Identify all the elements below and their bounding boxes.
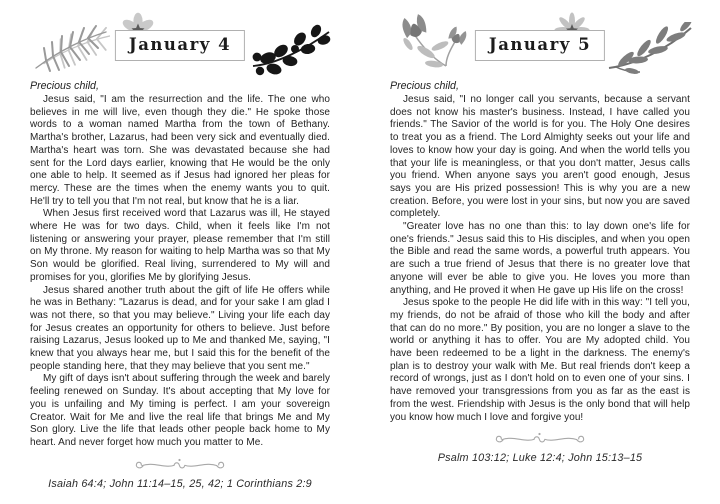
date-box [115, 30, 245, 61]
divider-flourish-icon [390, 431, 690, 447]
date-title: January 5 [488, 35, 592, 54]
paragraph: When Jesus first received word that Lazarus was ill, He stayed where He was for two days. Child, when it feels like I'm not listening or answering your prayer, please remember that I'm still on My throne. My reason for waiting to help Martha was so that My Son would be glorified. Real living, surrendered to My will and promises for you, glorifies Me by glorifying Jesus. [30, 208, 330, 283]
date-header [418, 12, 662, 74]
fern-leaf-icon [32, 24, 110, 74]
salutation: Precious child, [390, 80, 459, 92]
paragraph: Jesus spoke to the people He did life with in this way: "I tell you, my friends, do not be afraid of those who kill the body and after that can do no more." By position, you are no longer a slave to the world or anything it has to offer. You are My adopted child. You have been redeemed to be a light in the darkness. The enemy's plan is to destroy your walk with Me. But real friends don't keep a record of wrongs, just as I don't hold on to even one of your sins. I have removed your transgressions from you as far as the east is from the west. Friendship with Jesus is the only bond that will help you know how much I love and forgive you! [390, 297, 690, 423]
devotional-text [390, 94, 690, 424]
date-header [58, 12, 302, 74]
paragraph: My gift of days isn't about suffering through the week and barely feeling renewed on Sunday. It's about accepting that My love for you is unfailing and My timing is perfect. I am your sovereign Creator. Wait for Me and live the real life that brings Me and My Son glory. Live the life that leads other people back home to My heart. And never forget how much you matter to Me. [30, 373, 330, 448]
paragraph: Jesus said, "I no longer call you servants, because a servant does not know his master's business. Instead, I have called you friends." The Savior of the world is for you. The Holy One desires to treat you as a friend. The Lord Almighty seeks out your life and loves to know how your day is going. And when the world tells you that your life is meaningless, or that you don't matter, Jesus calls you friend. When anyone says you aren't good enough, Jesus says you are His prized possession! This is why you are a new creation. Before, you were lost in your sins, but now you are saved completely. [390, 94, 690, 220]
berry-branch-icon [250, 24, 332, 76]
date-box [475, 30, 605, 61]
devotional-text [30, 94, 330, 450]
salutation: Precious child, [30, 80, 99, 92]
page-january-5 [360, 0, 720, 504]
tulip-flowers-icon [396, 14, 474, 72]
paragraph: Jesus said, "I am the resurrection and the life. The one who believes in me will live, even though they die." He spoke those words to a woman named Martha from the town of Bethany. Martha's brother, Lazarus, had been very sick and eventually died. Martha's heart was torn. She was devastated because she had sent for the Lord days earlier, knowing that He would be the only one able to help. It seemed as if Jesus had ignored her pleas for mercy. These are the times when the enemy wants you to quit. He'll try to tell you that I'm not real, but know that he is a liar. [30, 94, 330, 207]
paragraph: Jesus shared another truth about the gift of life He offers while he was in Bethany: "Lazarus is dead, and for your sake I am glad I was not there, so that you may believe." Living your life each day for Jesus creates an opportunity for others to believe. Just before raising Lazarus, Jesus looked up to Me and thanked Me, saying, "I knew that you always hear me, but I said this for the benefit of the people standing here, that they may believe that you sent me." [30, 284, 330, 372]
divider-flourish-icon [30, 457, 330, 473]
paragraph: "Greater love has no one than this: to lay down one's life for one's friends." Jesus said this to His disciples, and when you open the Bible and read the same words, a powerful truth appears. You are such a true friend of Jesus that there is no greater love that anyone will ever be able to give you. He loves you more than anything, and He proved it when He gave up His life on the cross! [390, 221, 690, 296]
date-title: January 4 [128, 35, 232, 54]
scripture-reference: Psalm 103:12; Luke 12:4; John 15:13–15 [437, 452, 643, 465]
scripture-reference: Isaiah 64:4; John 11:14–15, 25, 42; 1 Corinthians 2:9 [48, 477, 312, 490]
laurel-branch-icon [606, 22, 694, 76]
